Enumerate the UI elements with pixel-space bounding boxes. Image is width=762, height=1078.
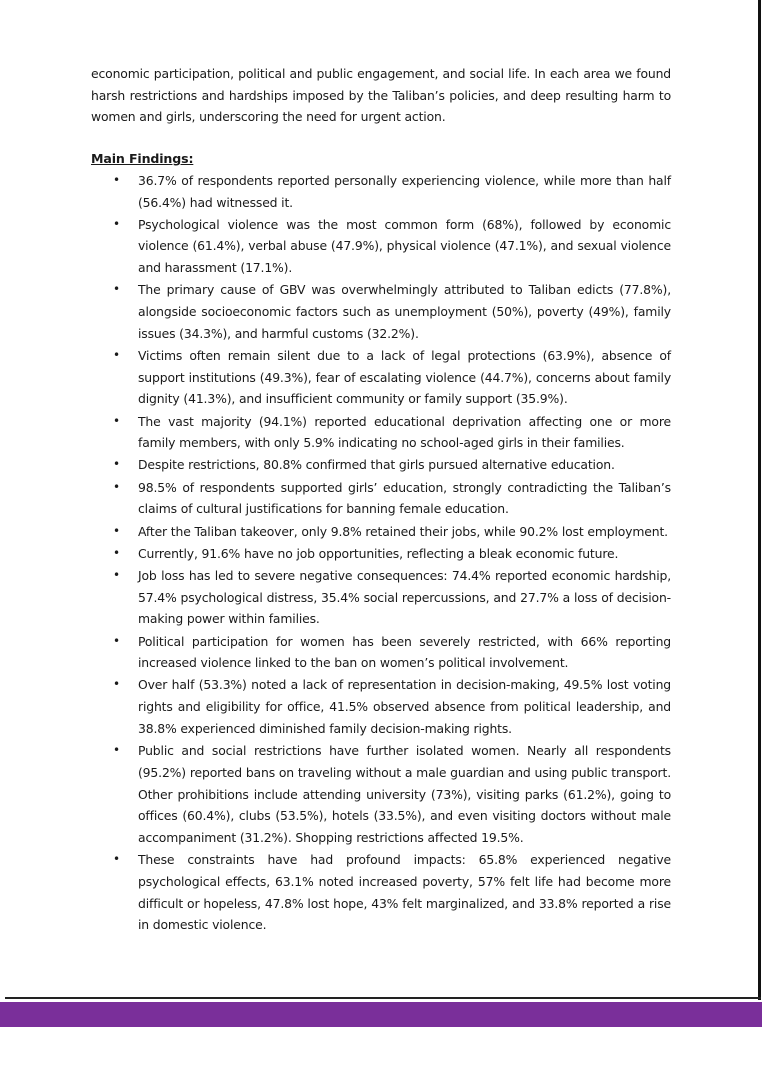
page-content (91, 63, 671, 936)
bullet-icon: • (113, 852, 120, 867)
finding-text: The vast majority (94.1%) reported educational deprivation affecting one or more family members, with only 5.9% indicating no school-aged girls in their families. (138, 413, 671, 451)
finding-item (91, 214, 671, 279)
bullet-icon: • (113, 633, 120, 648)
finding-text: Over half (53.3%) noted a lack of representation in decision-making, 49.5% lost voting rights and eligibility for office, 41.5% observed absence from political leadership, and 38.8% experienced diminished family decision-making rights. (138, 677, 671, 736)
finding-item (91, 631, 671, 674)
finding-item (91, 674, 671, 739)
bullet-icon: • (113, 216, 120, 231)
bullet-icon: • (113, 479, 120, 494)
finding-text: Political participation for women has been severely restricted, with 66% reporting increased violence linked to the ban on women’s political involvement. (138, 633, 671, 671)
finding-text: The primary cause of GBV was overwhelmingly attributed to Taliban edicts (77.8%), alongside socioeconomic factors such as unemployment (50%), poverty (49%), family issues (34.3%), and harmful customs (32.2%). (138, 282, 671, 341)
finding-text: 36.7% of respondents reported personally experiencing violence, while more than half (56.4%) had witnessed it. (138, 172, 671, 210)
finding-item (91, 411, 671, 454)
intro-paragraph: economic participation, political and public engagement, and social life. In each area we found harsh restrictions and hardships imposed by the Taliban’s policies, and deep resulting harm to women and girls, underscoring the need for urgent action. (91, 66, 671, 125)
right-margin-rule (758, 0, 761, 1000)
finding-text: Despite restrictions, 80.8% confirmed that girls pursued alternative education. (138, 457, 615, 473)
finding-item (91, 345, 671, 410)
finding-text: These constraints have had profound impacts: 65.8% experienced negative psychological effects, 63.1% noted increased poverty, 57% felt life had become more difficult or hopeless, 47.8% lost hope, 43% felt marginalized, and 33.8% reported a rise in domestic violence. (138, 852, 671, 933)
findings-list (91, 170, 671, 936)
finding-item (91, 279, 671, 344)
bullet-icon: • (113, 457, 120, 472)
finding-item (91, 543, 671, 565)
finding-text: Psychological violence was the most common form (68%), followed by economic violence (61.4%), verbal abuse (47.9%), physical violence (47.1%), and sexual violence and harassment (17.1%). (138, 216, 671, 276)
bullet-icon: • (113, 172, 120, 187)
finding-item (91, 565, 671, 630)
finding-item (91, 477, 671, 520)
finding-item (91, 740, 671, 849)
bullet-icon: • (113, 567, 120, 582)
bullet-icon: • (113, 282, 120, 297)
finding-item (91, 521, 671, 543)
bullet-icon: • (113, 347, 120, 362)
finding-text: Public and social restrictions have further isolated women. Nearly all respondents (95.2%) reported bans on traveling without a male guardian and using public transport. Other prohibitions include attending university (73%), visiting parks (61.2%), going to offices (60.4%), clubs (53.5%), hotels (33.5%), and even visiting doctors without male accompaniment (31.2%). Shopping restrictions affected 19.5%. (138, 743, 671, 845)
bullet-icon: • (113, 523, 120, 538)
footer-rule (5, 997, 761, 999)
finding-item (91, 454, 671, 476)
finding-text: Currently, 91.6% have no job opportunities, reflecting a bleak economic future. (138, 545, 619, 561)
finding-text: Victims often remain silent due to a lack of legal protections (63.9%), absence of support institutions (49.3%), fear of escalating violence (44.7%), concerns about family dignity (41.3%), and insufficient community or family support (35.9%). (138, 347, 671, 407)
bullet-icon: • (113, 545, 120, 560)
finding-text: After the Taliban takeover, only 9.8% retained their jobs, while 90.2% lost employment. (138, 523, 668, 539)
bullet-icon: • (113, 743, 120, 758)
main-findings-heading: Main Findings: (91, 151, 194, 167)
finding-text: 98.5% of respondents supported girls’ education, strongly contradicting the Taliban’s claims of cultural justifications for banning female education. (138, 479, 671, 517)
finding-item (91, 849, 671, 936)
finding-item (91, 170, 671, 213)
finding-text: Job loss has led to severe negative consequences: 74.4% reported economic hardship, 57.4% psychological distress, 35.4% social repercussions, and 27.7% a loss of decision-making power within families. (138, 567, 671, 627)
footer-band (0, 1002, 762, 1027)
bullet-icon: • (113, 413, 120, 428)
bullet-icon: • (113, 677, 120, 692)
